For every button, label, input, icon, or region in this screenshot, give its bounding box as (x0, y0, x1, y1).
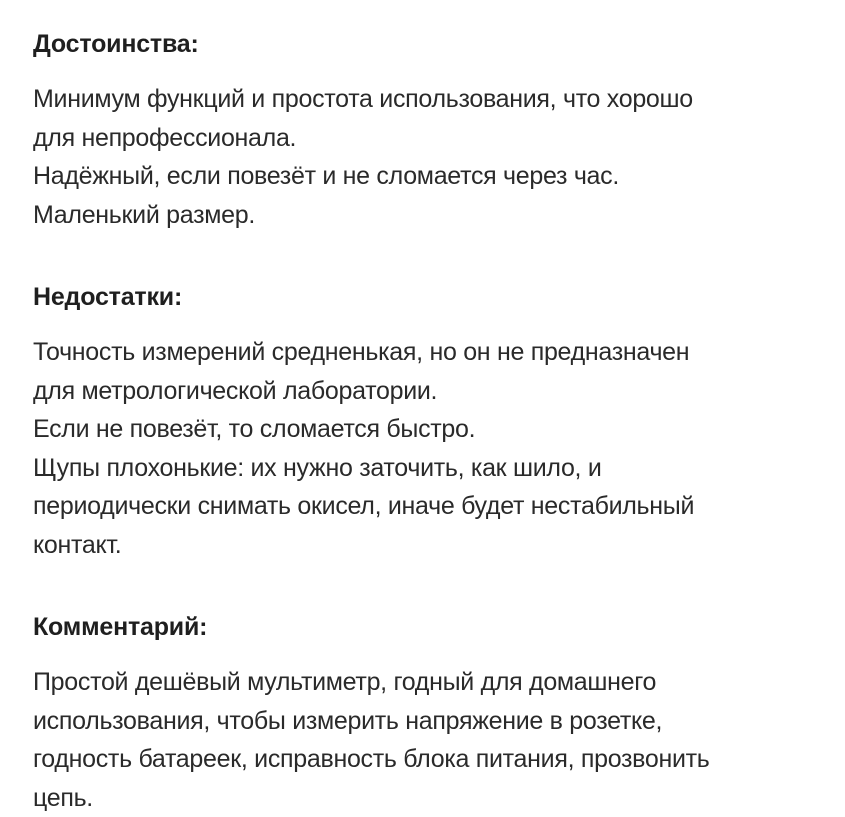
comment-title: Комментарий: (33, 611, 823, 643)
disadvantages-line: контакт. (33, 526, 823, 565)
review-text (33, 28, 823, 817)
advantages-line: Маленький размер. (33, 196, 823, 235)
comment-line: годность батареек, исправность блока питания, прозвонить (33, 740, 823, 779)
disadvantages-title: Недостатки: (33, 281, 823, 313)
advantages-section (33, 28, 823, 234)
comment-line: Простой дешёвый мультиметр, годный для домашнего (33, 663, 823, 702)
comment-section (33, 611, 823, 817)
disadvantages-text (33, 333, 823, 564)
advantages-line: Надёжный, если повезёт и не сломается через час. (33, 157, 823, 196)
comment-line: использования, чтобы измерить напряжение в розетке, (33, 702, 823, 741)
advantages-title: Достоинства: (33, 28, 823, 60)
disadvantages-section (33, 281, 823, 564)
advantages-line: для непрофессионала. (33, 119, 823, 158)
comment-line: цепь. (33, 779, 823, 817)
disadvantages-line: Если не повезёт, то сломается быстро. (33, 410, 823, 449)
disadvantages-line: для метрологической лаборатории. (33, 372, 823, 411)
disadvantages-line: Щупы плохонькие: их нужно заточить, как шило, и (33, 449, 823, 488)
comment-text (33, 663, 823, 817)
disadvantages-line: периодически снимать окисел, иначе будет нестабильный (33, 487, 823, 526)
advantages-text (33, 80, 823, 234)
advantages-line: Минимум функций и простота использования, что хорошо (33, 80, 823, 119)
disadvantages-line: Точность измерений средненькая, но он не предназначен (33, 333, 823, 372)
